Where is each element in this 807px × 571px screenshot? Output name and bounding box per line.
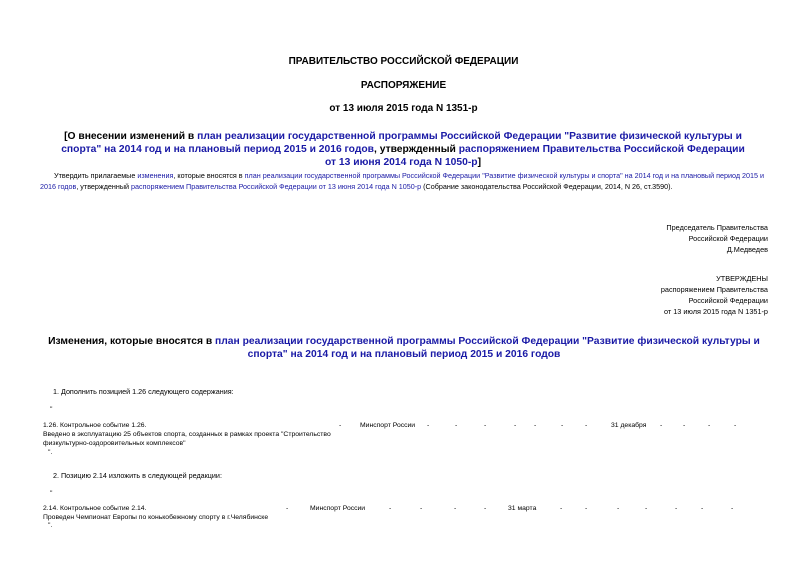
item1-desc-line2: физкультурно-оздоровительных комплексов" — [43, 440, 186, 447]
item1-heading: 1. Дополнить позицией 1.26 следующего содержания: — [53, 387, 234, 396]
item2-ministry: Минспорт России — [310, 505, 366, 512]
item2-dash: - — [675, 505, 678, 512]
approved-line-4: от 13 июля 2015 года N 1351-р — [663, 307, 768, 316]
item1-event: 1.26. Контрольное событие 1.26. — [43, 422, 147, 429]
title-link-program[interactable]: план реализации государственной программы Российской Федерации "Развитие физической культуры и спорта" на 2014 год и на плановый период 2015 и 2016 годов — [61, 131, 742, 155]
item2-heading: 2. Позицию 2.14 изложить в следующей редакции: — [53, 471, 222, 480]
signature-line-3: Д.Медведев — [726, 245, 768, 254]
body-link-order[interactable]: распоряжением Правительства Российской Федерации от 13 июня 2014 года N 1050-р — [131, 182, 422, 191]
item2-dash: - — [585, 505, 588, 512]
item1-dash: - — [660, 422, 663, 429]
item1-dash: - — [455, 422, 458, 429]
approved-line-2: распоряжением Правительства — [660, 285, 768, 294]
body-link-changes[interactable]: изменения — [137, 171, 174, 180]
signature-line-1: Председатель Правительства — [666, 223, 768, 232]
item2-dash: - — [617, 505, 620, 512]
body-text-3: , утвержденный — [76, 182, 132, 191]
body-text-4: (Собрание законодательства Российской Федерации, 2014, N 26, ст.3590). — [421, 182, 673, 191]
item2-dash: - — [731, 505, 734, 512]
item1-dash: - — [534, 422, 537, 429]
document-date-number: от 13 июля 2015 года N 1351-р — [329, 103, 478, 114]
government-heading: ПРАВИТЕЛЬСТВО РОССИЙСКОЙ ФЕДЕРАЦИИ — [288, 56, 519, 67]
item2-event: 2.14. Контрольное событие 2.14. — [43, 505, 147, 512]
item1-quote-close: ". — [48, 449, 53, 456]
item1-dash: - — [561, 422, 564, 429]
signature-block — [666, 222, 768, 255]
item1-dash: - — [514, 422, 517, 429]
item2-dash: - — [420, 505, 423, 512]
item2-dash: - — [701, 505, 704, 512]
item2-dash: - — [454, 505, 457, 512]
body-text-1: Утвердить прилагаемые — [54, 171, 138, 180]
changes-title-link[interactable]: план реализации государственной программы Российской Федерации "Развитие физической культуры и спорта" на 2014 год и на плановый период 2015 и 2016 годов — [215, 336, 760, 360]
title-text-2: , утвержденный — [374, 144, 459, 155]
item1-dash: - — [734, 422, 737, 429]
title-text-3: ] — [477, 157, 482, 168]
item1-dash: - — [708, 422, 711, 429]
item2-dash: - — [286, 505, 289, 512]
body-link-program[interactable]: план реализации государственной программы Российской Федерации "Развитие физической культуры и спорта" на 2014 год и на плановый период 2015 и 2016 годов — [40, 171, 765, 191]
title-text-1: [О внесении изменений в — [64, 131, 198, 142]
body-paragraph — [40, 170, 768, 192]
item2-quote-close: ". — [48, 522, 53, 529]
item2-desc-line1: Проведен Чемпионат Европы по конькобежному спорту в г.Челябинске — [43, 514, 269, 521]
document-title — [60, 130, 746, 169]
item1-dash: - — [484, 422, 487, 429]
title-link-order[interactable]: распоряжением Правительства Российской Федерации от 13 июня 2014 года N 1050-р — [324, 144, 745, 168]
approved-line-3: Российской Федерации — [688, 296, 768, 305]
item1-quote-open: " — [50, 406, 53, 413]
item2-dash: - — [389, 505, 392, 512]
item2-dash: - — [484, 505, 487, 512]
item2-dash: - — [645, 505, 648, 512]
approved-block — [661, 273, 768, 317]
body-text-2: , которые вносятся в — [173, 171, 245, 180]
item1-date: 31 декабря — [611, 422, 647, 429]
item1-dash: - — [427, 422, 430, 429]
item1-ministry: Минспорт России — [360, 422, 416, 429]
item2-quote-open: " — [50, 490, 53, 497]
approved-line-1: УТВЕРЖДЕНЫ — [716, 274, 768, 283]
item2-dash: - — [560, 505, 563, 512]
item1-dash: - — [683, 422, 686, 429]
item1-dash: - — [585, 422, 588, 429]
item1-dash: - — [339, 422, 342, 429]
signature-line-2: Российской Федерации — [688, 234, 768, 243]
item2-date: 31 марта — [508, 505, 537, 512]
changes-title-text: Изменения, которые вносятся в — [48, 336, 216, 347]
document-type: РАСПОРЯЖЕНИЕ — [360, 80, 447, 91]
changes-title — [40, 335, 768, 361]
item1-desc-line1: Введено в эксплуатацию 25 объектов спорта, созданных в рамках проекта "Строительство — [43, 431, 331, 438]
